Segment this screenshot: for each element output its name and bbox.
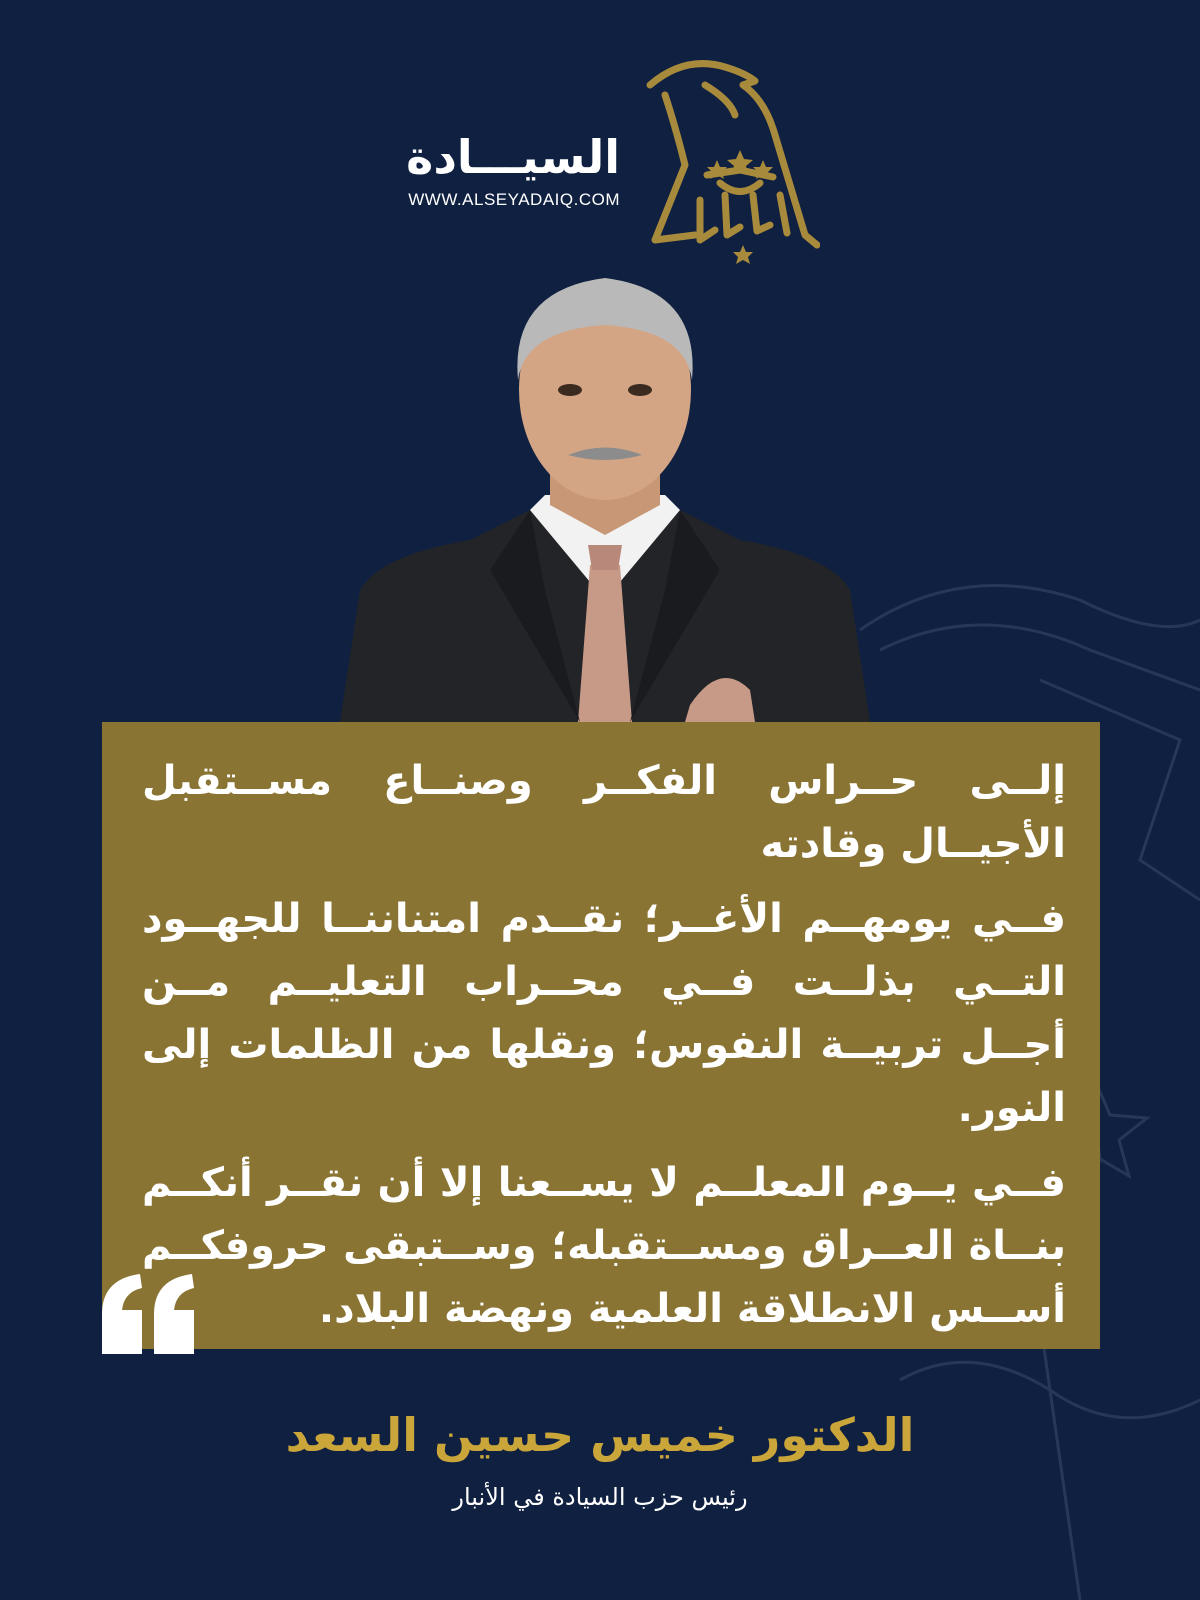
brand-url: WWW.ALSEYADAIQ.COM — [408, 190, 620, 209]
signature-title: رئيس حزب السيادة في الأنبار — [452, 1483, 748, 1511]
quote-paragraph-1: إلــى حــراس الفكــر وصنــاع مســتقبل الأجيــال وقادته — [142, 758, 1066, 867]
portrait-photo — [340, 270, 870, 722]
quote-text — [142, 750, 1066, 1353]
eagle-emblem-icon — [645, 55, 820, 270]
signature-name: الدكتور خميس حسين السعد — [285, 1408, 915, 1462]
quote-box — [102, 722, 1100, 1349]
brand-name: السيـــادة — [406, 130, 620, 184]
quote-mark-icon — [102, 1274, 197, 1354]
brand-logo — [370, 55, 830, 270]
quote-paragraph-2: فــي يومهــم الأغــر؛ نقــدم امتناننــا للجهــود التــي بذلــت فــي محــراب التعليــم مــن أجــل تربيــة النفوس؛ ونقلها من الظلمات إلى النور. — [142, 896, 1066, 1131]
quote-paragraph-3: فــي يــوم المعلــم لا يســعنا إلا أن نقــر أنكــم بنــاة العــراق ومســتقبله؛ وســتبقى حروفكــم أســس الانطلاقة العلمية ونهضة البلاد. — [142, 1160, 1066, 1332]
